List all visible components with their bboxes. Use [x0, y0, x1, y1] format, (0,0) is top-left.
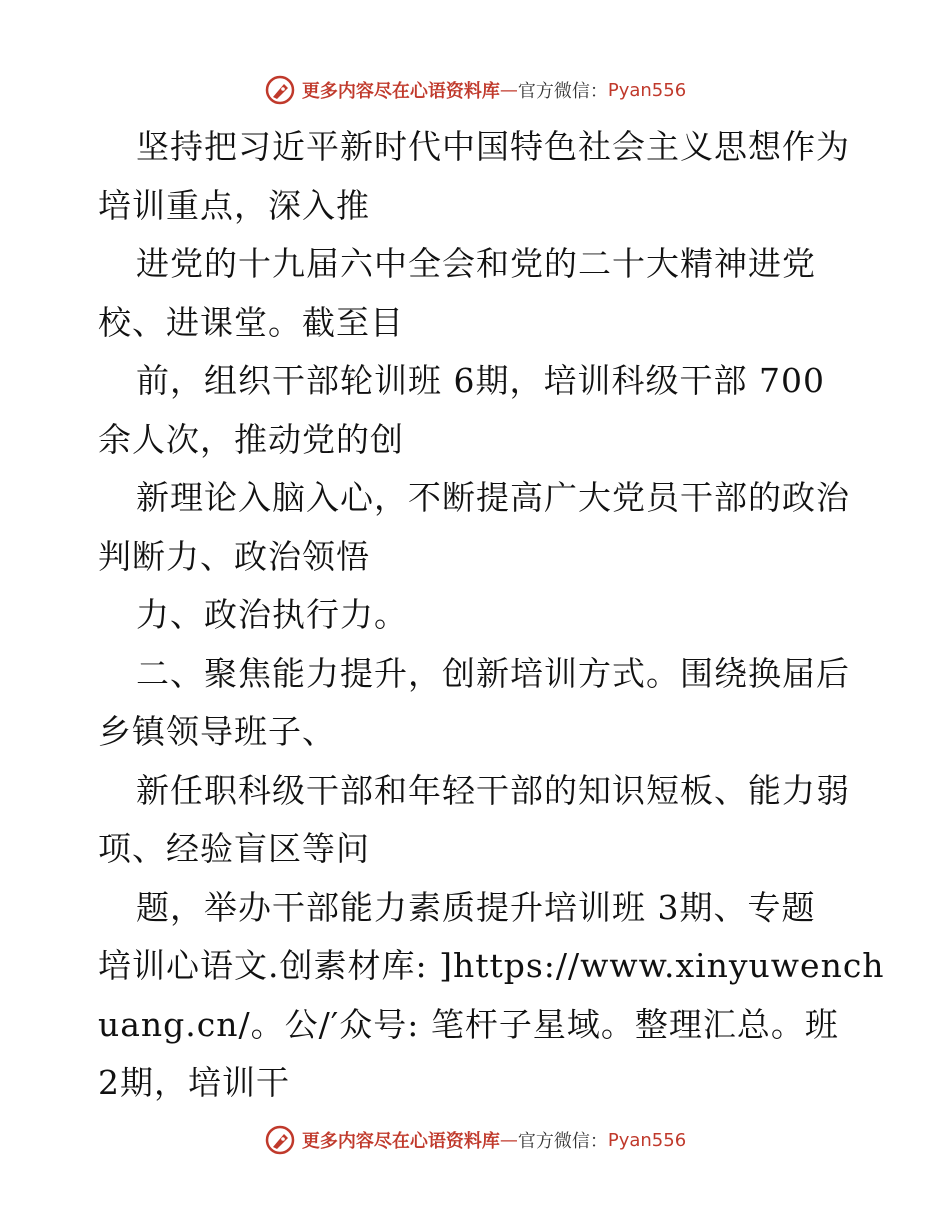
header-watermark: [0, 70, 950, 110]
header-official-label: 官方微信：: [517, 81, 608, 102]
body-line: 2期，培训干: [98, 1063, 290, 1102]
body-line: 项、经验盲区等问: [98, 829, 370, 868]
header-brand-text: 更多内容尽在心语资料库: [301, 81, 500, 102]
body-line: 新任职科级干部和年轻干部的知识短板、能力弱: [136, 770, 850, 810]
body-line: 前，组织干部轮训班 6期，培训科级干部 700: [136, 361, 825, 400]
body-line: 题，举办干部能力素质提升培训班 3期、专题: [136, 887, 816, 927]
body-line: 培训重点，深入推: [98, 185, 370, 225]
body-line: 二、聚焦能力提升，创新培训方式。围绕换届后: [136, 653, 850, 693]
footer-brand-text: 更多内容尽在心语资料库: [301, 1131, 500, 1152]
body-line: 进党的十九届六中全会和党的二十大精神进党: [136, 244, 816, 283]
body-line: uang.cn/。公/′众号: 笔杆子星域。整理汇总。班: [98, 1004, 839, 1044]
body-line: 余人次，推动党的创: [98, 419, 404, 459]
body-line: 判断力、政治领悟: [98, 536, 370, 576]
body-line: 校、进课堂。截至目: [98, 302, 404, 342]
body-line: 坚持把习近平新时代中国特色社会主义思想作为: [136, 127, 850, 166]
footer-watermark: [0, 1120, 950, 1160]
body-line: 乡镇领导班子、: [98, 712, 336, 751]
footer-wechat-id: Pyan556: [607, 1129, 687, 1151]
footer-official-label: 官方微信：: [517, 1131, 608, 1152]
footer-dash: —: [499, 1129, 518, 1151]
document-body: [98, 118, 885, 1113]
body-line: 培训心语文.创素材库: ]https://www.xinyuwench: [98, 946, 885, 985]
header-dash: —: [499, 79, 518, 101]
pen-nib-circle-icon: [264, 1124, 296, 1156]
pen-nib-circle-icon: [264, 74, 296, 106]
body-line: 力、政治执行力。: [136, 595, 408, 634]
header-wechat-id: Pyan556: [607, 79, 687, 101]
body-line: 新理论入脑入心，不断提高广大党员干部的政治: [136, 478, 850, 517]
